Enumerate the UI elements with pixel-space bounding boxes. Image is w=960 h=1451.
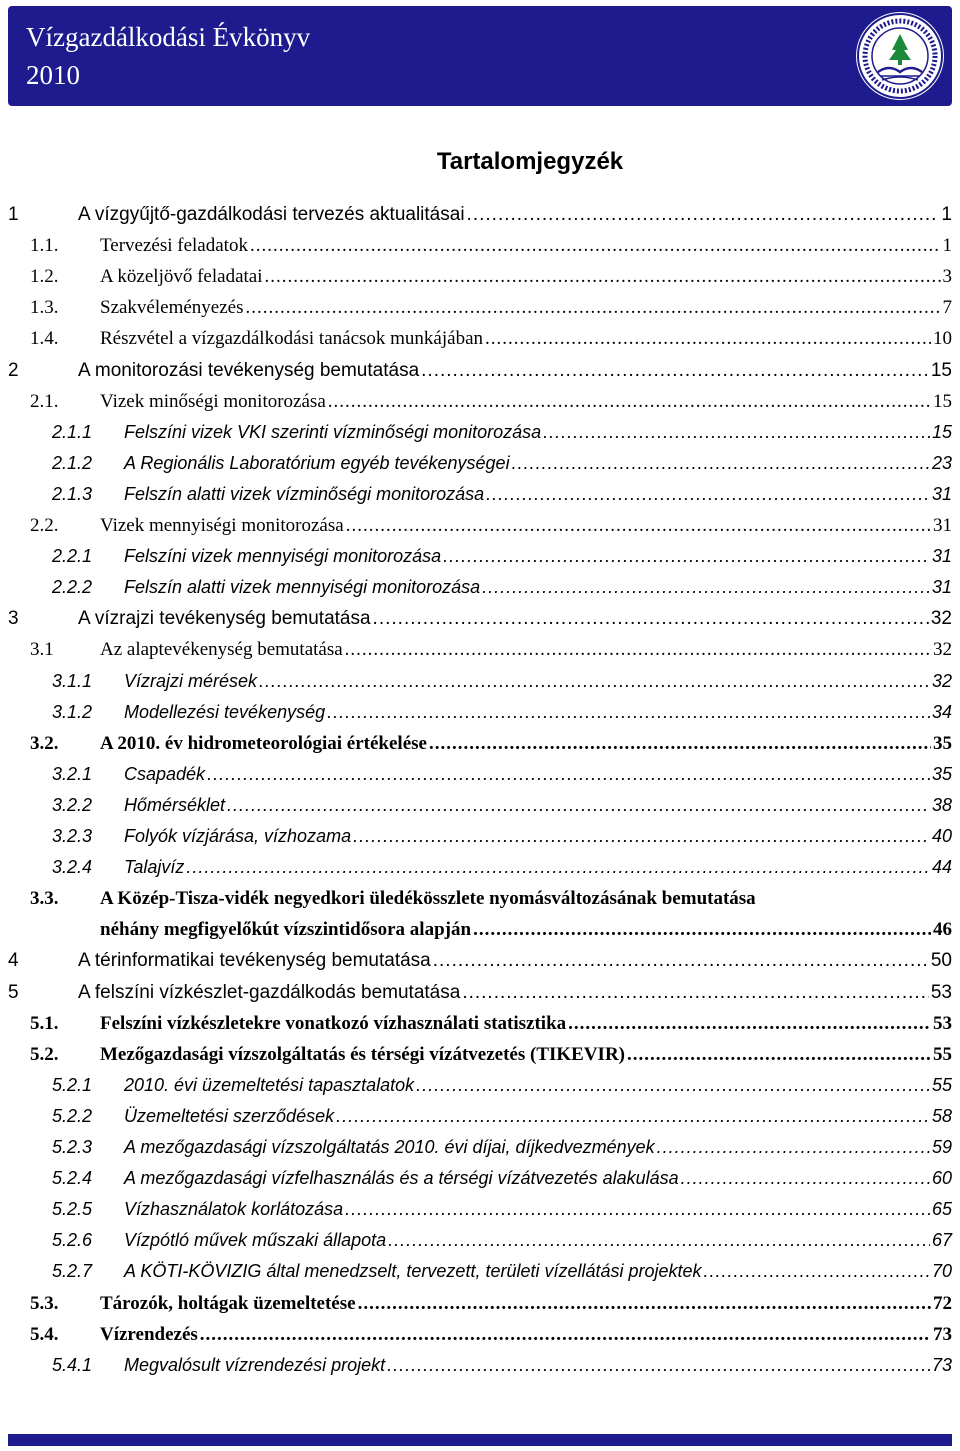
- toc-leader-dots: [345, 1194, 930, 1225]
- toc-entry-page: 55: [933, 1043, 952, 1065]
- toc-leader-dots: [681, 1163, 930, 1194]
- toc-entry-page: 15: [931, 421, 952, 442]
- toc-entry[interactable]: [0, 417, 952, 448]
- toc-entry-number: 3: [8, 608, 19, 630]
- toc-leader-dots: [421, 355, 929, 386]
- toc-entry-page: 53: [930, 981, 952, 1003]
- toc-entry[interactable]: [0, 1132, 952, 1163]
- toc-entry-number: 2.1.3: [52, 483, 93, 504]
- toc-entry-page: 7: [942, 297, 952, 319]
- toc-entry-page: 70: [931, 1261, 952, 1282]
- toc-leader-dots: [328, 386, 931, 417]
- toc-entry-page: 15: [930, 359, 952, 381]
- toc-entry[interactable]: [0, 697, 952, 728]
- toc-entry[interactable]: [0, 1101, 952, 1132]
- toc-entry-page: 38: [931, 794, 952, 815]
- toc-entry-label: Talajvíz: [124, 857, 185, 878]
- toc-entry-number: 3.1.1: [52, 670, 93, 691]
- toc-leader-dots: [704, 1256, 930, 1287]
- toc-entry-page: 10: [933, 328, 952, 350]
- toc-entry-label: A térinformatikai tevékenység bemutatása: [78, 950, 431, 972]
- toc-leader-dots: [467, 199, 940, 230]
- toc-entry-page: 72: [933, 1292, 952, 1314]
- toc-entry-label: Folyók vízjárása, vízhozama: [124, 826, 352, 846]
- toc-entry-label: A vízgyűjtő-gazdálkodási tervezés aktualitásai: [78, 204, 465, 225]
- toc-entry[interactable]: [0, 355, 952, 386]
- toc-entry-page: 60: [931, 1168, 952, 1189]
- toc-entry[interactable]: [0, 634, 952, 665]
- toc-entry-number: 5.2.4: [52, 1168, 93, 1189]
- toc-entry-number: 5.4.1: [52, 1354, 93, 1375]
- toc-entry-number: 3.3.: [30, 888, 59, 910]
- toc-entry[interactable]: [0, 666, 952, 697]
- toc-entry-page: 32: [931, 670, 952, 691]
- toc-entry-number: 3.2.: [30, 732, 59, 754]
- toc-entry-label: A monitorozási tevékenység bemutatása: [78, 359, 420, 381]
- yearbook-title: Vízgazdálkodási Évkönyv 2010: [26, 22, 311, 90]
- toc-entry-label: A közeljövő feladatai: [100, 266, 263, 288]
- toc-entry[interactable]: [0, 448, 952, 479]
- toc-entry[interactable]: [0, 199, 952, 230]
- toc-leader-dots: [429, 728, 931, 759]
- toc-leader-dots: [512, 448, 930, 479]
- toc-leader-dots: [443, 541, 930, 572]
- page-footer-bar: [8, 1434, 952, 1446]
- toc-entry-number: 5.2.2: [52, 1105, 93, 1126]
- toc-entry[interactable]: [0, 510, 952, 541]
- toc-entry-page: 32: [933, 639, 952, 661]
- toc-leader-dots: [207, 759, 930, 790]
- toc-leader-dots: [346, 510, 931, 541]
- toc-entry-page: 44: [931, 857, 952, 878]
- toc-entry-label: A vízrajzi tevékenység bemutatása: [78, 608, 371, 630]
- toc-entry-number: 2.1.1: [52, 421, 93, 442]
- toc-entry-label: A felszíni vízkészlet-gazdálkodás bemutatása: [78, 981, 461, 1003]
- toc-entry[interactable]: [0, 977, 952, 1008]
- toc-leader-dots: [200, 1319, 931, 1350]
- toc-entry-number: 1.2.: [30, 266, 59, 288]
- toc-entry-page: 1: [941, 204, 952, 225]
- toc-entry[interactable]: [0, 292, 952, 323]
- toc-entry-page: 15: [933, 390, 952, 412]
- toc-entry-page: 67: [931, 1230, 952, 1251]
- toc-entry-number: 1.1.: [30, 235, 59, 257]
- toc-entry-number: 3.1: [30, 639, 54, 661]
- toc-entry-number: 1.4.: [30, 328, 59, 350]
- toc-leader-dots: [358, 1288, 931, 1319]
- toc-entry-label: Csapadék: [124, 763, 206, 784]
- toc-entry[interactable]: [0, 572, 952, 603]
- toc-leader-dots: [250, 230, 941, 261]
- toc-entry-number: 5.1.: [30, 1012, 59, 1034]
- toc-entry-number: 5.2.1: [52, 1074, 93, 1095]
- toc-entry[interactable]: [0, 1039, 952, 1070]
- toc-entry[interactable]: [0, 728, 952, 759]
- toc-entry-number: 2.2.: [30, 515, 59, 536]
- toc-entry-page: 31: [931, 577, 952, 598]
- toc-leader-dots: [345, 634, 931, 665]
- toc-entry-page: 31: [931, 483, 952, 504]
- toc-entry-label: A mezőgazdasági vízszolgáltatás 2010. évi díjai, díjkedvezmények: [124, 1137, 655, 1157]
- toc-entry-page: 34: [931, 701, 952, 722]
- toc-leader-dots: [462, 977, 929, 1008]
- toc-leader-dots: [627, 1039, 931, 1070]
- toc-entry-page: 46: [933, 919, 952, 941]
- toc-entry-number: 3.2.3: [52, 826, 93, 846]
- toc-entry-number: 5.2.7: [52, 1261, 93, 1282]
- toc-entry-label: 2010. évi üzemeltetési tapasztalatok: [124, 1074, 415, 1095]
- toc-leader-dots: [373, 603, 929, 634]
- toc-leader-dots: [186, 852, 930, 883]
- toc-entry-page: 23: [931, 452, 952, 473]
- toc-entry-label: Tározók, holtágak üzemeltetése: [100, 1292, 356, 1314]
- toc-entry-label: Vízrendezés: [100, 1323, 198, 1345]
- toc-entry-label: Vizek mennyiségi monitorozása: [100, 515, 344, 536]
- toc-leader-dots: [473, 914, 931, 945]
- toc-entry-page: 32: [930, 608, 952, 630]
- toc-entry-number: 5.2.6: [52, 1230, 93, 1251]
- toc-entry-number: 5.2.3: [52, 1137, 93, 1157]
- toc-entry-page: 73: [931, 1354, 952, 1375]
- toc-title: Tartalomjegyzék: [436, 148, 624, 175]
- toc-entry[interactable]: [0, 386, 952, 417]
- toc-entry-number: 2: [8, 359, 19, 381]
- toc-leader-dots: [336, 1101, 930, 1132]
- toc-entry-label: Felszíni vizek mennyiségi monitorozása: [124, 546, 442, 567]
- toc-entry-label: Az alaptevékenység bemutatása: [100, 639, 343, 661]
- toc-entry-page: 53: [933, 1012, 952, 1034]
- toc-entry[interactable]: [0, 323, 952, 354]
- toc-entry[interactable]: [0, 821, 952, 852]
- toc-entry[interactable]: [0, 852, 952, 883]
- toc-entry-page: 31: [931, 546, 952, 567]
- toc-entry-number: 5.3.: [30, 1292, 59, 1314]
- toc-entry-number: 2.2.1: [52, 546, 93, 567]
- toc-entry[interactable]: [0, 945, 952, 976]
- toc-entry-page: 58: [931, 1105, 952, 1126]
- toc-entry-page: 59: [931, 1137, 952, 1157]
- toc-entry-number: 5.2.5: [52, 1199, 93, 1220]
- toc-leader-dots: [416, 1070, 930, 1101]
- toc-leader-dots: [543, 417, 930, 448]
- toc-entry-number: 5.2.: [30, 1043, 59, 1065]
- toc-entry-number: 3.2.1: [52, 763, 93, 784]
- toc-entry[interactable]: [0, 1194, 952, 1225]
- toc-leader-dots: [433, 945, 929, 976]
- toc-entry[interactable]: [0, 230, 952, 261]
- toc-leader-dots: [657, 1132, 930, 1163]
- toc-entry[interactable]: [0, 1008, 952, 1039]
- toc-entry-label: Felszíni vizek VKI szerinti vízminőségi monitorozása: [124, 421, 542, 442]
- toc-entry[interactable]: [0, 261, 952, 292]
- toc-entry-number: 1: [8, 204, 19, 225]
- toc-entry-page: 55: [931, 1074, 952, 1095]
- toc-entry[interactable]: [0, 1319, 952, 1350]
- toc-entry[interactable]: [0, 541, 952, 572]
- toc-entry-page: 35: [931, 763, 952, 784]
- toc-entry[interactable]: [0, 603, 952, 634]
- toc-entry-number: 2.1.2: [52, 452, 93, 473]
- toc-entry-label: A 2010. év hidrometeorológiai értékelése: [100, 732, 427, 754]
- toc-entry-page: 31: [933, 515, 952, 536]
- toc-leader-dots: [265, 261, 941, 292]
- institution-logo-icon: [856, 12, 944, 100]
- toc-entry-number: 3.2.4: [52, 857, 93, 878]
- toc-entry-label: Felszín alatti vizek mennyiségi monitorozása: [124, 577, 481, 598]
- toc-leader-dots: [245, 292, 940, 323]
- toc-entry[interactable]: [0, 1256, 952, 1287]
- toc-entry[interactable]: [0, 1163, 952, 1194]
- toc-entry-label: A mezőgazdasági vízfelhasználás és a térségi vízátvezetés alakulása: [124, 1168, 679, 1189]
- toc-entry-label: Vízpótló művek műszaki állapota: [124, 1230, 387, 1251]
- toc-entry-number: 5: [8, 981, 19, 1003]
- toc-entry-page: 73: [933, 1323, 952, 1345]
- toc-entry-page: 50: [930, 950, 952, 972]
- toc-entry-page: 3: [942, 266, 952, 288]
- toc-leader-dots: [227, 790, 930, 821]
- toc-leader-dots: [327, 697, 930, 728]
- toc-entry-label: Üzemeltetési szerződések: [124, 1105, 335, 1126]
- toc-entry[interactable]: [0, 1225, 952, 1256]
- toc-entry-label: Felszín alatti vizek vízminőségi monitorozása: [124, 483, 485, 504]
- toc-leader-dots: [485, 323, 931, 354]
- toc-entry-label: Tervezési feladatok: [100, 235, 248, 257]
- toc-entry-number: 1.3.: [30, 297, 59, 319]
- toc-leader-dots: [486, 479, 930, 510]
- toc-entry-label: Vízhasználatok korlátozása: [124, 1199, 344, 1220]
- toc-entry-label: A KÖTI-KÖVIZIG által menedzselt, tervezett, területi vízellátási projektek: [124, 1261, 702, 1282]
- toc-entry[interactable]: [0, 883, 952, 941]
- toc-entry-label: Szakvéleményezés: [100, 297, 244, 319]
- toc-entry-page: 40: [931, 826, 952, 846]
- toc-entry-number: 2.2.2: [52, 577, 93, 598]
- toc-entry-number: 5.4.: [30, 1323, 59, 1345]
- toc-entry[interactable]: [0, 790, 952, 821]
- toc-entry-label: Hőmérséklet: [124, 794, 226, 815]
- toc-entry[interactable]: [0, 759, 952, 790]
- toc-entry-page: 35: [933, 732, 952, 754]
- toc-leader-dots: [259, 666, 930, 697]
- toc-entry-label: Vízrajzi mérések: [124, 670, 258, 691]
- toc-entry-label: Vizek minőségi monitorozása: [100, 390, 326, 412]
- toc-leader-dots: [353, 821, 930, 852]
- page-header: [8, 6, 952, 106]
- toc-entry-label: A Regionális Laboratórium egyéb tevékenységei: [124, 452, 510, 473]
- toc-entry[interactable]: [0, 479, 952, 510]
- toc-entry-label: Megvalósult vízrendezési projekt: [124, 1354, 386, 1375]
- toc-entry-number: 3.2.2: [52, 794, 93, 815]
- toc-entry-number: 3.1.2: [52, 701, 93, 722]
- toc-entry-label: Mezőgazdasági vízszolgáltatás és térségi vízátvezetés (TIKEVIR): [100, 1043, 625, 1065]
- toc-entry[interactable]: [0, 1288, 952, 1319]
- toc-entry-label: Modellezési tevékenység: [124, 701, 326, 722]
- toc-entry[interactable]: [0, 1350, 952, 1381]
- toc-entry-label: Részvétel a vízgazdálkodási tanácsok munkájában: [100, 328, 484, 350]
- toc-entry[interactable]: [0, 1070, 952, 1101]
- toc-entry-label: Felszíni vízkészletekre vonatkozó vízhasználati statisztika: [100, 1012, 567, 1034]
- toc-leader-dots: [482, 572, 930, 603]
- toc-entry-page: 1: [942, 235, 952, 257]
- toc-entry-label-continued: néhány megfigyelőkút vízszintidősora alapján: [100, 919, 472, 941]
- toc-leader-dots: [387, 1350, 930, 1381]
- toc-entry-number: 4: [8, 950, 19, 972]
- toc-leader-dots: [568, 1008, 931, 1039]
- toc-entry-page: 65: [931, 1199, 952, 1220]
- toc-entry-number: 2.1.: [30, 390, 59, 412]
- toc-entry-label: A Közép-Tisza-vidék negyedkori üledékösszlete nyomásváltozásának bemutatása: [100, 888, 756, 910]
- toc-leader-dots: [388, 1225, 930, 1256]
